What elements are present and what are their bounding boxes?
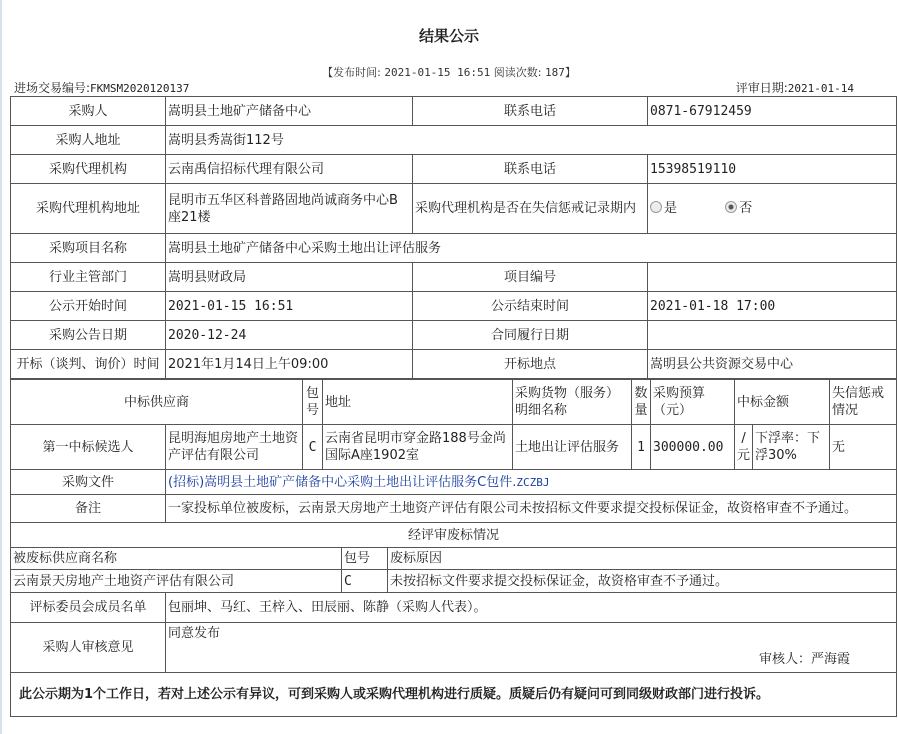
committee-members: 包丽坤、马红、王梓入、田辰丽、陈静（采购人代表）。	[166, 593, 897, 623]
buyer-address-label: 采购人地址	[11, 126, 166, 155]
review-opinion: 同意发布	[168, 626, 221, 641]
trade-no-label: 进场交易编号:	[14, 81, 91, 95]
docs-table	[10, 469, 897, 523]
publish-label: 【发布时间:	[322, 66, 381, 79]
winner-rank: 第一中标候选人	[11, 425, 166, 470]
table-row	[11, 321, 897, 350]
table-row	[11, 673, 897, 717]
table-row	[11, 495, 897, 523]
publish-meta	[0, 64, 898, 80]
publish-time: 2021-01-15 16:51	[384, 66, 491, 79]
amount-slash: /	[741, 431, 746, 446]
budget-header: 采购预算（元）	[651, 380, 735, 425]
bid-place-label: 开标地点	[413, 350, 648, 379]
blacklist-yes-option[interactable]	[650, 201, 677, 216]
rejected-name-header: 被废标供应商名称	[11, 548, 342, 570]
radio-checked-icon[interactable]	[725, 201, 737, 213]
agency-value: 云南禹信招标代理有限公司	[166, 155, 413, 184]
file-cell	[166, 470, 897, 495]
qty-header: 数量	[632, 380, 651, 425]
file-label: 采购文件	[11, 470, 166, 495]
rejected-name: 云南景天房地产土地资产评估有限公司	[11, 570, 342, 593]
buyer-value: 嵩明县土地矿产储备中心	[166, 97, 413, 126]
start-time-value: 2021-01-15 16:51	[166, 292, 413, 321]
winner-name: 昆明海旭房地产土地资产评估有限公司	[166, 425, 303, 470]
rejected-table	[10, 522, 897, 593]
rejected-package-header: 包号	[342, 548, 388, 570]
yes-label: 是	[664, 201, 678, 216]
review-label: 采购人审核意见	[11, 623, 166, 673]
rejected-section-title: 经评审废标情况	[11, 523, 897, 548]
review-table	[10, 592, 897, 717]
end-time-value: 2021-01-18 17:00	[648, 292, 897, 321]
notice-date-label: 采购公告日期	[11, 321, 166, 350]
buyer-address-value: 嵩明县秀嵩街112号	[166, 126, 897, 155]
agency-phone-label: 联系电话	[413, 155, 648, 184]
end-time-label: 公示结束时间	[413, 292, 648, 321]
dept-label: 行业主管部门	[11, 263, 166, 292]
review-date-label: 评审日期:	[735, 81, 788, 95]
remark-value: 一家投标单位被废标，云南景天房地产土地资产评估有限公司未按招标文件要求提交投标保证金，故资格审查不予通过。	[166, 495, 897, 523]
table-row	[11, 570, 897, 593]
bid-place-value: 嵩明县公共资源交易中心	[648, 350, 897, 379]
review-date-value: 2021-01-14	[787, 82, 854, 95]
contract-date-label: 合同履行日期	[413, 321, 648, 350]
winner-budget: 300000.00	[651, 425, 735, 470]
review-cell	[166, 623, 897, 673]
bid-time-label: 开标（谈判、询价）时间	[11, 350, 166, 379]
committee-label: 评标委员会成员名单	[11, 593, 166, 623]
buyer-label: 采购人	[11, 97, 166, 126]
trade-no-value: FKMSM2020120137	[90, 82, 190, 95]
table-row	[11, 184, 897, 234]
phone-value: 0871-67912459	[648, 97, 897, 126]
remark-label: 备注	[11, 495, 166, 523]
table-row	[11, 292, 897, 321]
table-row	[11, 623, 897, 673]
package-header: 包号	[303, 380, 323, 425]
trade-no	[14, 79, 189, 96]
notice-date-value: 2020-12-24	[166, 321, 413, 350]
project-name-label: 采购项目名称	[11, 234, 166, 263]
reviewer-label: 审核人：	[758, 652, 811, 667]
table-row	[11, 350, 897, 379]
rejected-reason-header: 废标原因	[388, 548, 897, 570]
footer-note: 此公示期为1个工作日，若对上述公示有异议，可到采购人或采购代理机构进行质疑。质疑后仍有疑问可到同级财政部门进行投诉。	[11, 673, 897, 717]
phone-label: 联系电话	[413, 97, 648, 126]
table-row	[11, 380, 897, 425]
rejected-package: C	[342, 570, 388, 593]
winner-goods: 土地出让评估服务	[513, 425, 632, 470]
amount-unit: 元	[737, 448, 751, 463]
goods-header: 采购货物（服务）明细名称	[513, 380, 632, 425]
table-row	[11, 234, 897, 263]
page-frame	[0, 0, 2, 734]
project-no-label: 项目编号	[413, 263, 648, 292]
winner-qty: 1	[632, 425, 651, 470]
review-date	[736, 79, 854, 96]
winner-float-rate: 下浮率：下浮30%	[753, 425, 830, 470]
project-no-value	[648, 263, 897, 292]
address-header: 地址	[323, 380, 513, 425]
winner-package: C	[303, 425, 323, 470]
amount-header: 中标金额	[735, 380, 830, 425]
winner-table	[10, 379, 897, 470]
bid-time-value: 2021年1月14日上午09:00	[166, 350, 413, 379]
blacklist-options	[648, 184, 897, 234]
table-row	[11, 126, 897, 155]
table-row	[11, 97, 897, 126]
contract-date-value	[648, 321, 897, 350]
reviewer-name: 严海霞	[810, 652, 850, 667]
project-name-value: 嵩明县土地矿产储备中心采购土地出让评估服务	[166, 234, 897, 263]
table-row	[11, 470, 897, 495]
radio-unchecked-icon[interactable]	[650, 201, 662, 213]
table-row	[11, 593, 897, 623]
blacklist-label: 采购代理机构是否在失信惩戒记录期内	[413, 184, 648, 234]
table-row	[11, 425, 897, 470]
table-row	[11, 263, 897, 292]
reviewer	[759, 651, 850, 668]
rejected-reason: 未按招标文件要求提交投标保证金，故资格审查不予通过。	[388, 570, 897, 593]
blacklist-no-option[interactable]	[725, 201, 752, 216]
dept-value: 嵩明县财政局	[166, 263, 413, 292]
start-time-label: 公示开始时间	[11, 292, 166, 321]
supplier-header: 中标供应商	[11, 380, 303, 425]
page-title: 结果公示	[418, 27, 479, 45]
read-count: 187】	[545, 66, 576, 79]
file-ext[interactable]: ZCZBJ	[516, 475, 550, 489]
agency-phone-value: 15398519110	[648, 155, 897, 184]
winner-credit: 无	[830, 425, 897, 470]
winner-amount-unit	[735, 425, 753, 470]
winner-address: 云南省昆明市穿金路188号金尚国际A座1902室	[323, 425, 513, 470]
no-label: 否	[739, 201, 753, 216]
info-table	[10, 96, 897, 379]
table-row	[11, 548, 897, 570]
file-link[interactable]: (招标)嵩明县土地矿产储备中心采购土地出让评估服务C包件.	[168, 474, 517, 490]
agency-label: 采购代理机构	[11, 155, 166, 184]
table-row	[11, 155, 897, 184]
read-label: 阅读次数:	[493, 66, 542, 79]
agency-address-label: 采购代理机构地址	[11, 184, 166, 234]
credit-header: 失信惩戒情况	[830, 380, 897, 425]
table-row	[11, 523, 897, 548]
agency-address-value: 昆明市五华区科普路固地尚诚商务中心B座21楼	[166, 184, 413, 234]
